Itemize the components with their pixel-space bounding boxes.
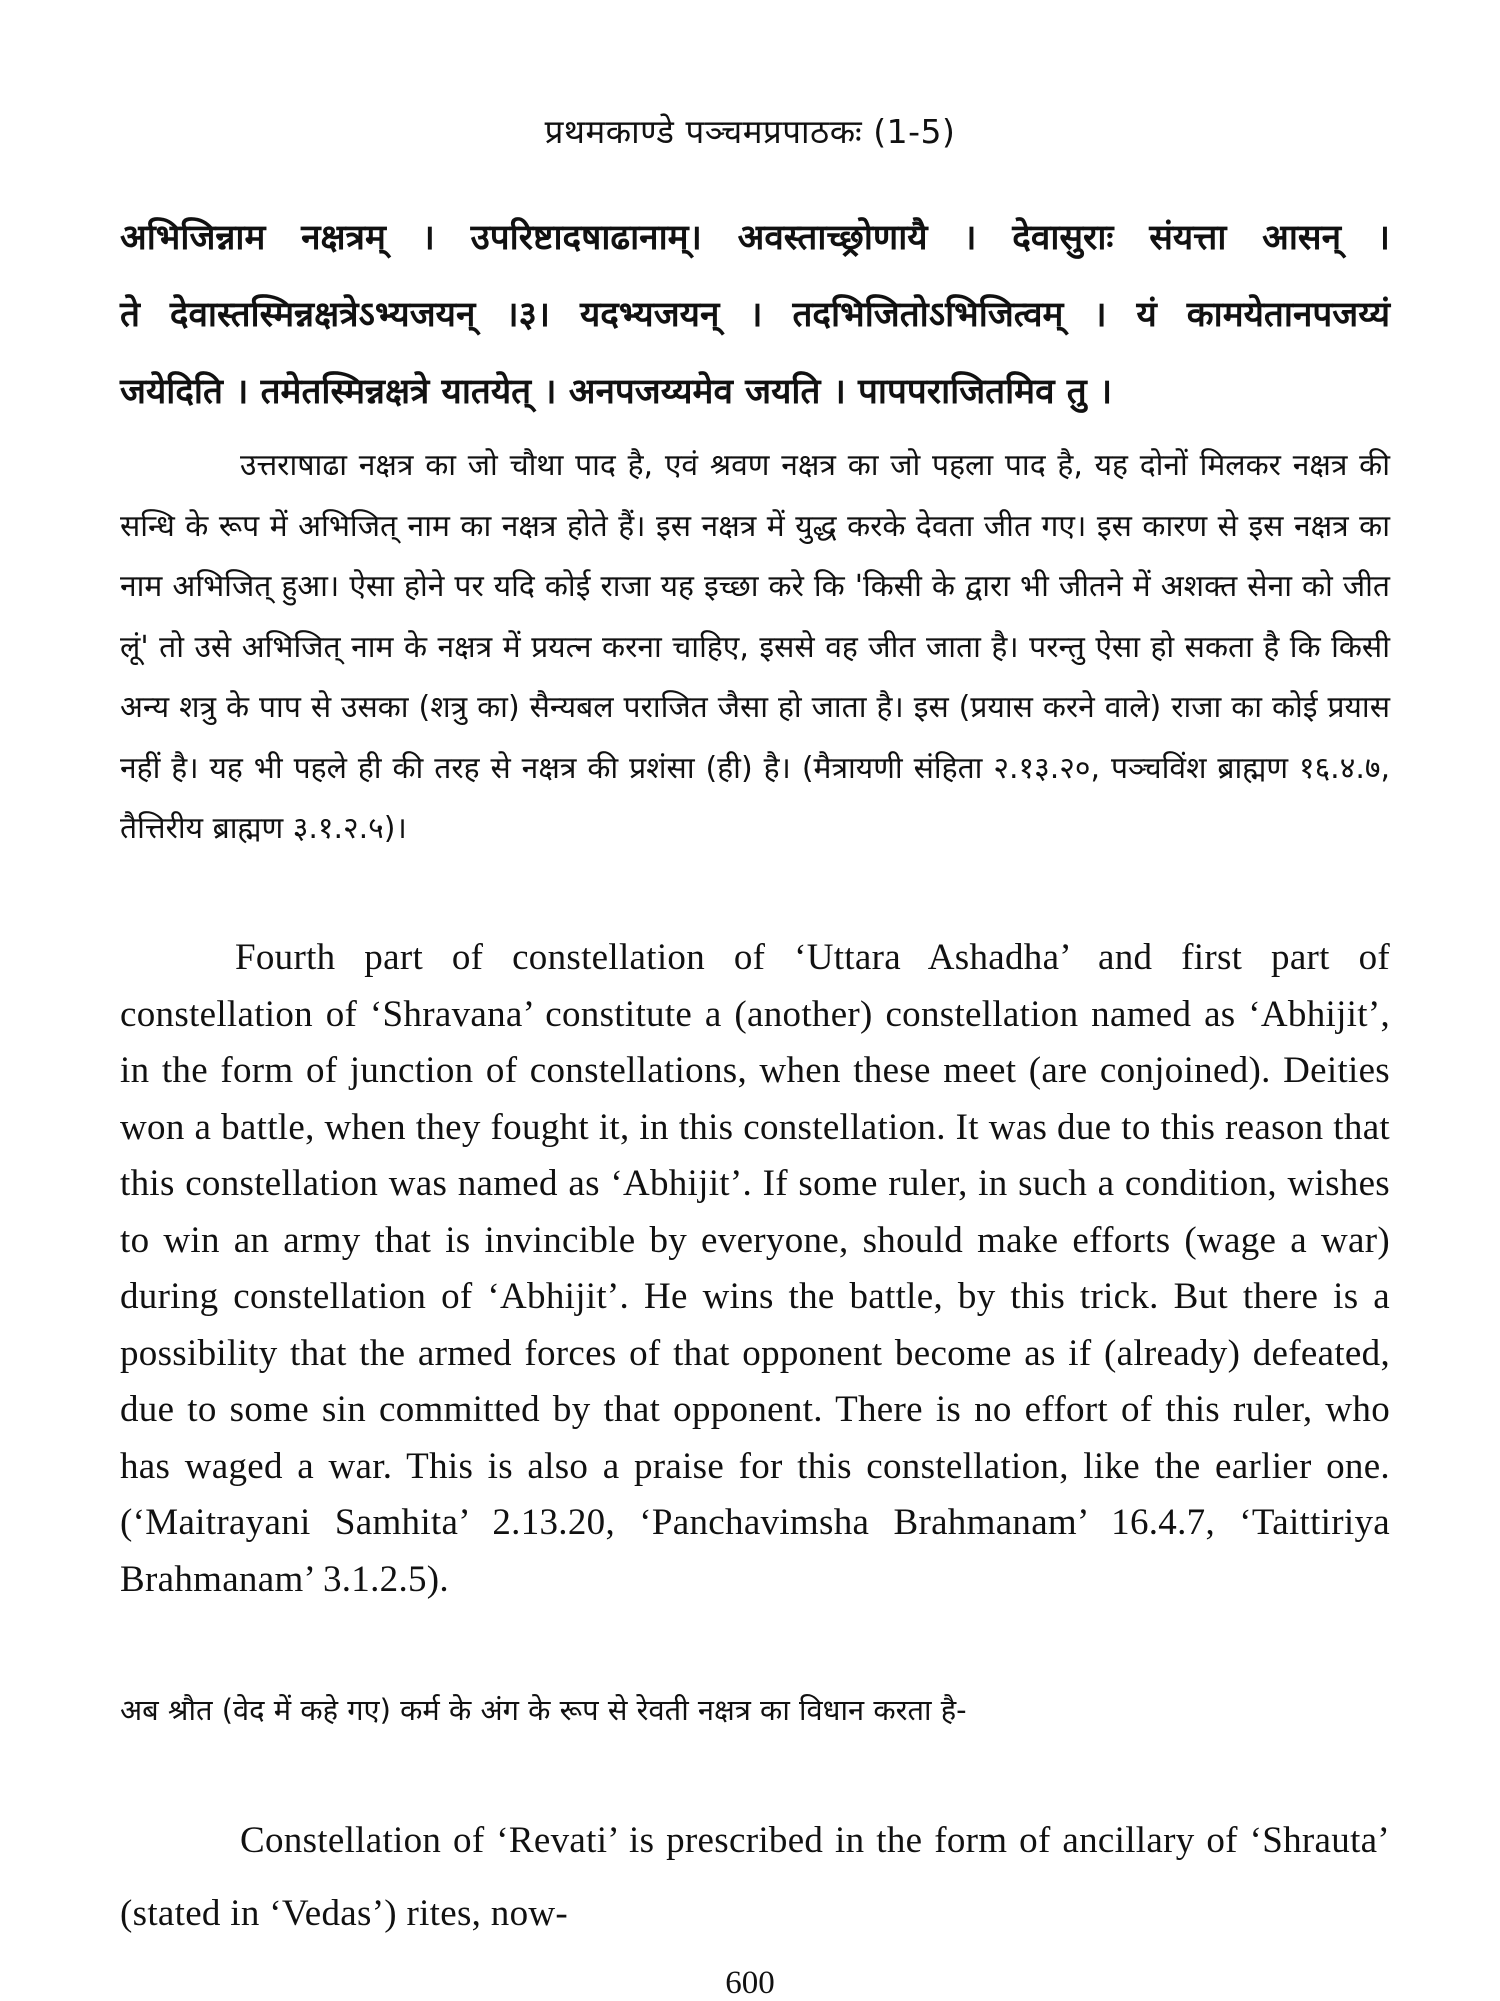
english-intro-paragraph: Constellation of ‘Revati’ is prescribed in the form of ancillary of ‘Shrauta’ (stated in ‘Vedas’) rites, now- (120, 1820, 1390, 1934)
sanskrit-verse-line: अभिजिन्नाम नक्षत्रम् । उपरिष्टादषाढानाम्। अवस्ताच्छ्रोणायै । देवासुराः संयत्ता आसन् । (120, 218, 1390, 258)
hindi-translation-paragraph: उत्तराषाढा नक्षत्र का जो चौथा पाद है, एवं श्रवण नक्षत्र का जो पहला पाद है, यह दोनों मिलकर नक्षत्र की सन्धि के रूप में अभिजित् नाम का नक्षत्र होते हैं। इस नक्षत्र में युद्ध करके देवता जीत गए। इस कारण से इस नक्षत्र का नाम अभिजित् हुआ। ऐसा होने पर यदि कोई राजा यह इच्छा करे कि 'किसी के द्वारा भी जीतने में अशक्त सेना को जीत लूं' तो उसे अभिजित् नाम के नक्षत्र में प्रयत्न करना चाहिए, इससे वह जीत जाता है। परन्तु ऐसा हो सकता है कि किसी अन्य शत्रु के पाप से उसका (शत्रु का) सैन्यबल पराजित जैसा हो जाता है। इस (प्रयास करने वाले) राजा का कोई प्रयास नहीं है। यह भी पहले ही की तरह से नक्षत्र की प्रशंसा (ही) है। (मैत्रायणी संहिता २.१३.२०, पञ्चविंश ब्राह्मण १६.४.७, तैत्तिरीय ब्राह्मण ३.१.२.५)। (120, 448, 1390, 846)
hindi-intro-line: अब श्रौत (वेद में कहे गए) कर्म के अंग के रूप से रेवती नक्षत्र का विधान करता है- (120, 1693, 967, 1727)
page-number: 600 (725, 1965, 775, 2001)
sanskrit-verse-line: जयेदिति । तमेतस्मिन्नक्षत्रे यातयेत् । अनपजय्यमेव जयति । पापपराजितमिव तु । (120, 372, 1113, 412)
sanskrit-verse (120, 200, 1390, 431)
english-translation-paragraph: Fourth part of constellation of ‘Uttara Ashadha’ and first part of constellation of ‘Shravana’ constitute a (another) constellation named as ‘Abhijit’, in the form of junction of constellations, when these meet (are conjoined). Deities won a battle, when they fought it, in this constellation. It was due to this reason that this constellation was named as ‘Abhijit’. If some ruler, in such a condition, wishes to win an army that is invincible by everyone, should make efforts (wage a war) during constellation of ‘Abhijit’. He wins the battle, by this trick. But there is a possibility that the armed forces of that opponent become as if (already) defeated, due to some sin committed by that opponent. There is no effort of this ruler, who has waged a war. This is also a praise for this constellation, like the earlier one. (‘Maitrayani Samhita’ 2.13.20, ‘Panchavimsha Brahmanam’ 16.4.7, ‘Taittiriya Brahmanam’ 3.1.2.5). (120, 937, 1390, 1600)
sanskrit-verse-line: ते देवास्तस्मिन्नक्षत्रेऽभ्यजयन् ।३। यदभ्यजयन् । तदभिजितोऽभिजित्वम् । यं कामयेतानपजय्यं (120, 295, 1390, 335)
page-header: प्रथमकाण्डे पञ्चमप्रपाठकः (1-5) (544, 112, 956, 151)
